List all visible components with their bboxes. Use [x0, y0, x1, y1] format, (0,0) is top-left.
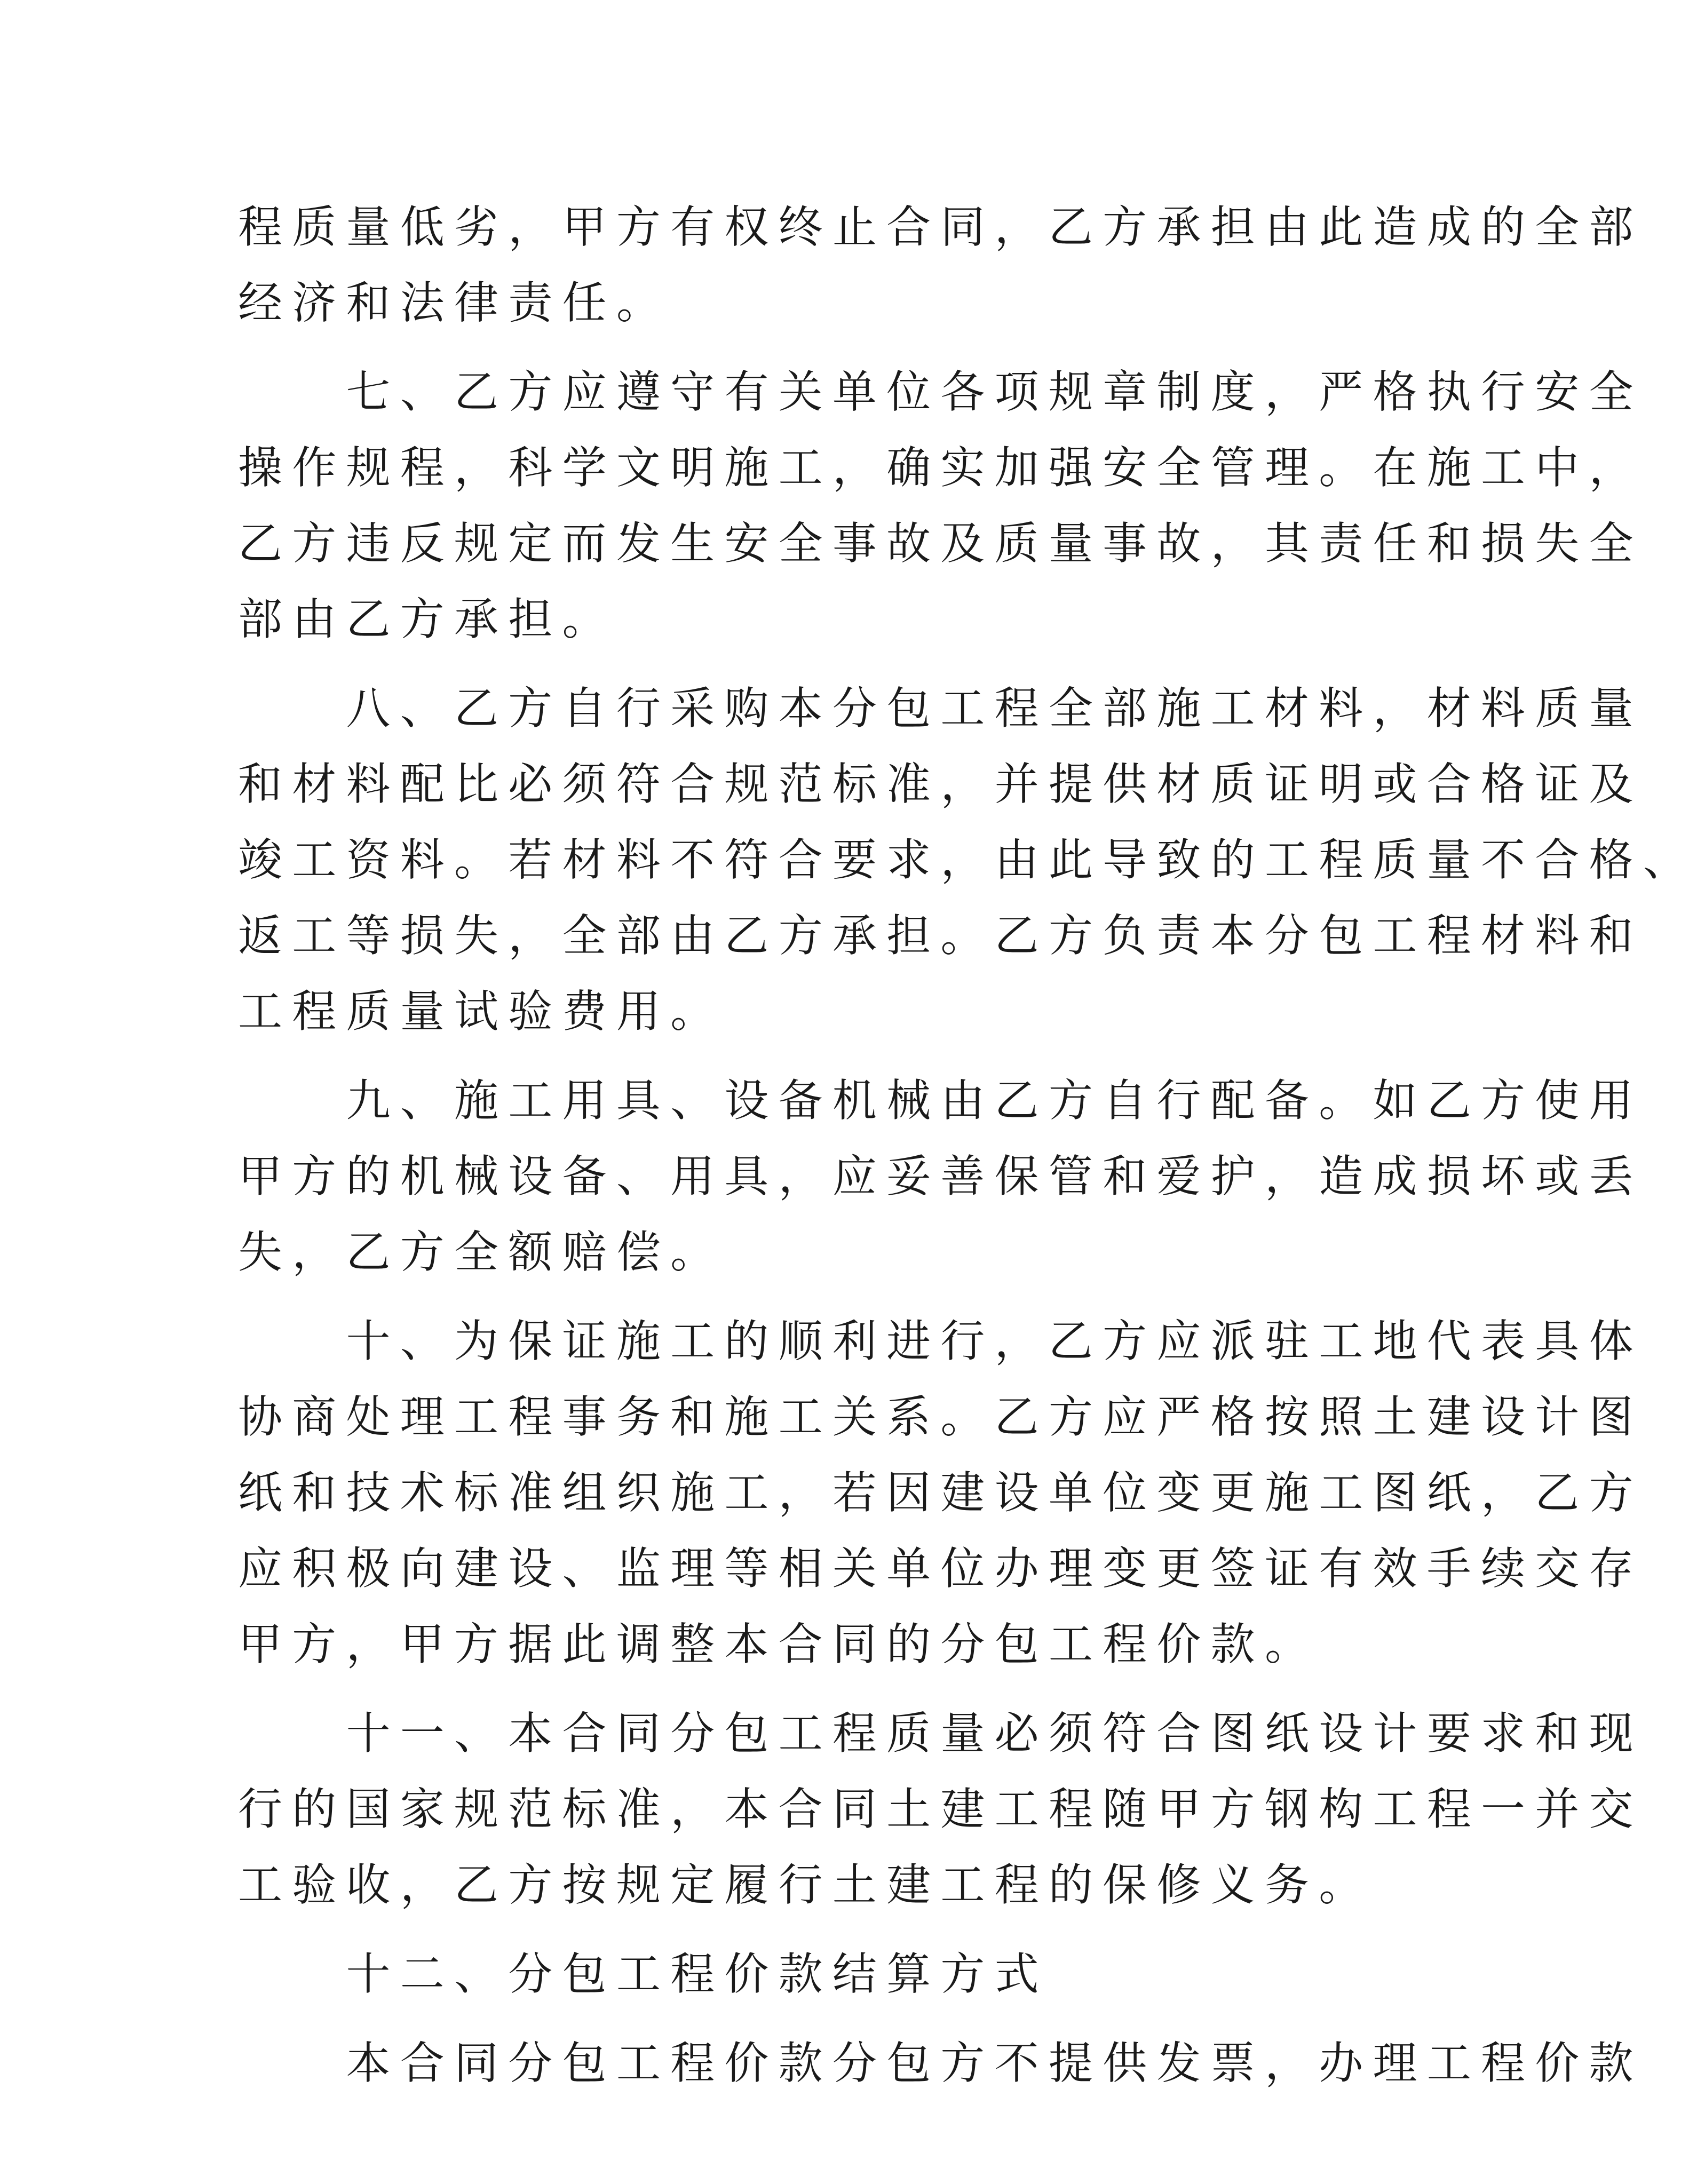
text-line: 返工等损失，全部由乙方承担。乙方负责本分包工程材料和	[238, 910, 1643, 962]
text-line: 本合同分包工程价款分包方不提供发票，办理工程价款	[238, 2037, 1643, 2089]
text-line: 十二、分包工程价款结算方式	[238, 1948, 1049, 2000]
text-line: 操作规程，科学文明施工，确实加强安全管理。在施工中，	[238, 442, 1643, 494]
text-line: 应积极向建设、监理等相关单位办理变更签证有效手续交存	[238, 1543, 1643, 1594]
text-line: 竣工资料。若材料不符合要求，由此导致的工程质量不合格、	[238, 834, 1697, 886]
paragraph-gap	[238, 1050, 1311, 1063]
text-line: 部由乙方承担。	[238, 593, 616, 645]
text-line: 纸和技术标准组织施工，若因建设单位变更施工图纸，乙方	[238, 1467, 1643, 1519]
paragraph-gap	[238, 1682, 1311, 1696]
text-line: 七、乙方应遵守有关单位各项规章制度，严格执行安全	[238, 366, 1643, 418]
text-line: 工验收，乙方按规定履行土建工程的保修义务。	[238, 1859, 1373, 1911]
contract-text	[238, 189, 1697, 2101]
text-line: 经济和法律责任。	[238, 277, 671, 329]
text-line: 协商处理工程事务和施工关系。乙方应严格按照土建设计图	[238, 1391, 1643, 1443]
text-line: 乙方违反规定而发生安全事故及质量事故，其责任和损失全	[238, 518, 1643, 569]
text-line: 甲方，甲方据此调整本合同的分包工程价款。	[238, 1618, 1319, 1670]
text-line: 行的国家规范标准，本合同土建工程随甲方钢构工程一并交	[238, 1783, 1643, 1835]
text-line: 八、乙方自行采购本分包工程全部施工材料，材料质量	[238, 682, 1643, 734]
paragraph-gap	[238, 341, 1311, 354]
paragraph-gap	[238, 2012, 1311, 2026]
text-line: 和材料配比必须符合规范标准，并提供材质证明或合格证及	[238, 758, 1643, 810]
paragraph-gap	[238, 1923, 1311, 1936]
text-line: 十、为保证施工的顺利进行，乙方应派驻工地代表具体	[238, 1315, 1643, 1367]
text-line: 甲方的机械设备、用具，应妥善保管和爱护，造成损坏或丢	[238, 1150, 1643, 1202]
text-line: 九、施工用具、设备机械由乙方自行配备。如乙方使用	[238, 1075, 1643, 1126]
text-line: 十一、本合同分包工程质量必须符合图纸设计要求和现	[238, 1708, 1643, 1759]
paragraph-gap	[238, 1290, 1311, 1304]
text-line: 程质量低劣，甲方有权终止合同，乙方承担由此造成的全部	[238, 201, 1643, 253]
text-line: 工程质量试验费用。	[238, 986, 725, 1037]
paragraph-gap	[238, 657, 1311, 671]
text-line: 失，乙方全额赔偿。	[238, 1226, 725, 1278]
